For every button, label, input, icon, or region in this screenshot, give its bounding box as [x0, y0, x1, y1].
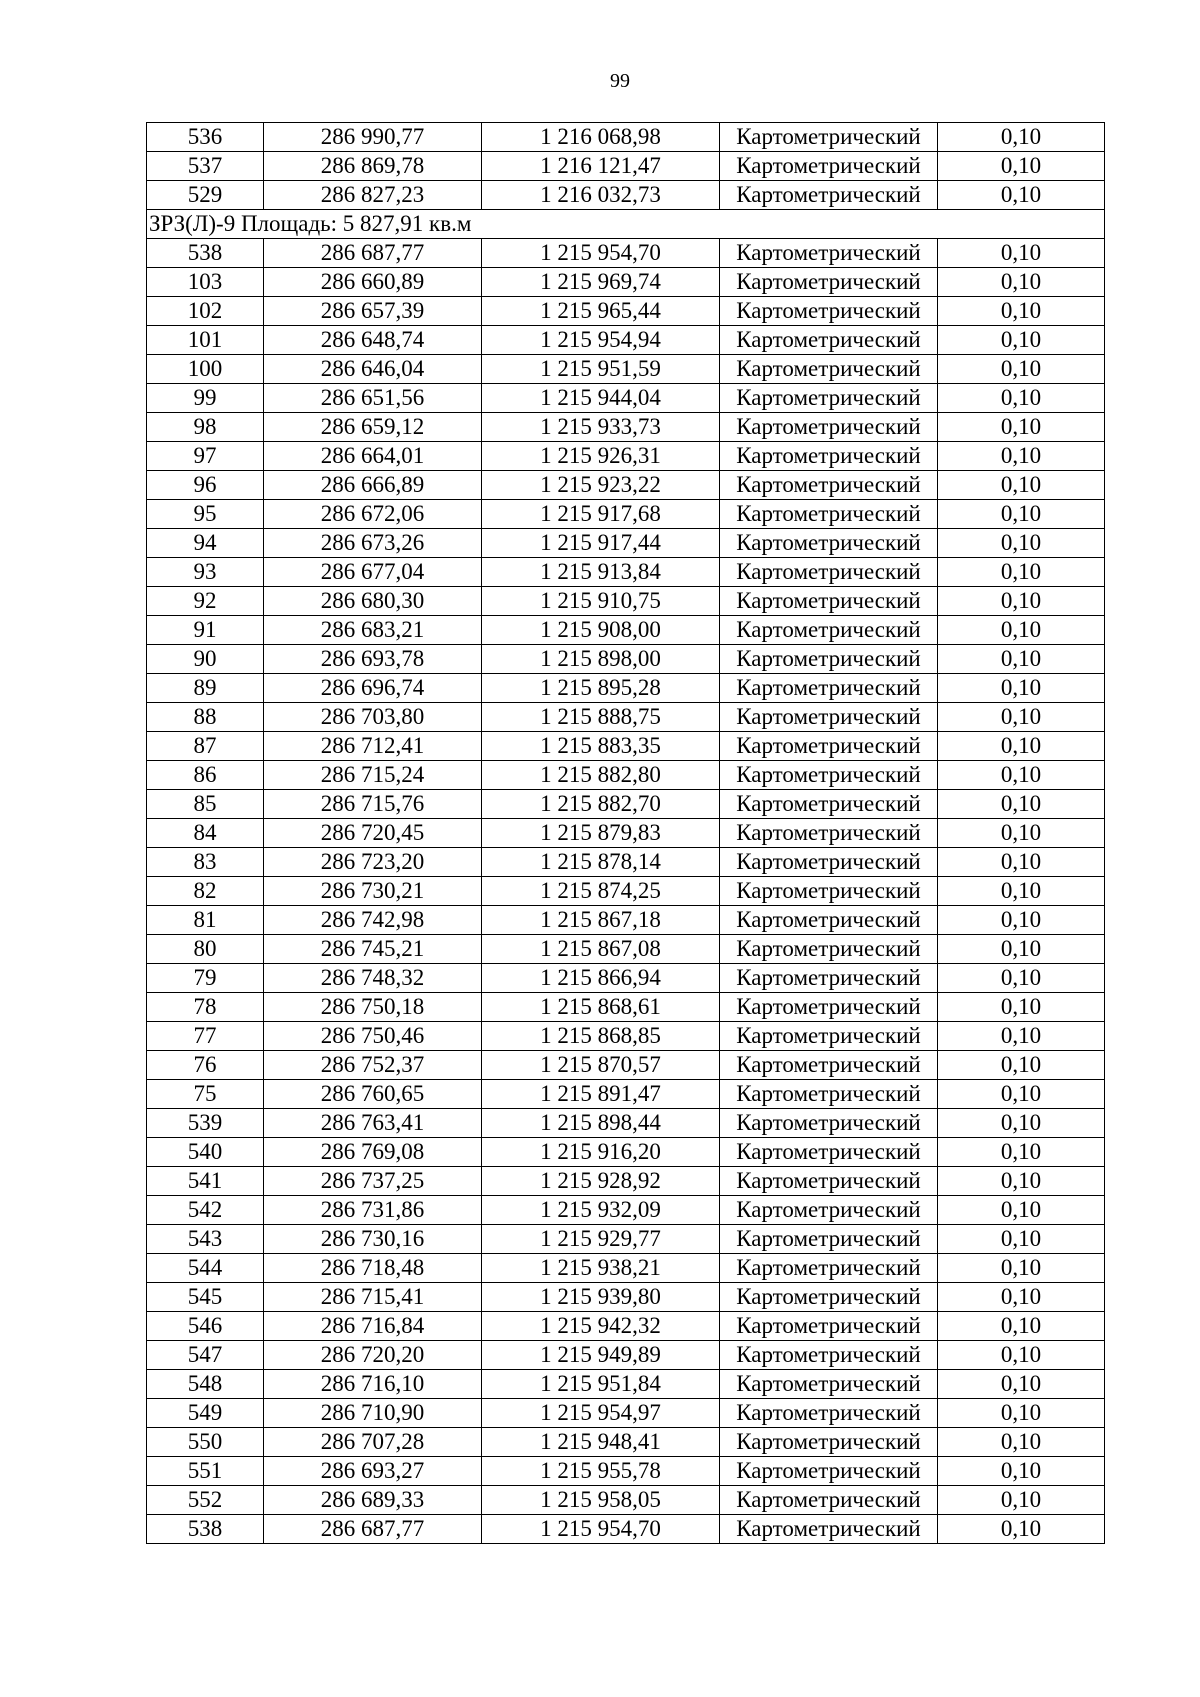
- method-cell: Картометрический: [720, 616, 938, 645]
- y-coordinate-cell: 1 215 917,68: [482, 500, 720, 529]
- point-number-cell: 541: [147, 1167, 264, 1196]
- x-coordinate-cell: 286 666,89: [264, 471, 482, 500]
- point-number-cell: 90: [147, 645, 264, 674]
- y-coordinate-cell: 1 215 942,32: [482, 1312, 720, 1341]
- table-row: [147, 1080, 1105, 1109]
- x-coordinate-cell: 286 696,74: [264, 674, 482, 703]
- y-coordinate-cell: 1 215 883,35: [482, 732, 720, 761]
- y-coordinate-cell: 1 215 938,21: [482, 1254, 720, 1283]
- section-header-row: [147, 210, 1105, 239]
- x-coordinate-cell: 286 683,21: [264, 616, 482, 645]
- x-coordinate-cell: 286 730,21: [264, 877, 482, 906]
- table-row: [147, 1022, 1105, 1051]
- coordinates-table: [146, 122, 1105, 1544]
- table-row: [147, 790, 1105, 819]
- table-row: [147, 1428, 1105, 1457]
- point-number-cell: 540: [147, 1138, 264, 1167]
- table-row: [147, 703, 1105, 732]
- point-number-cell: 86: [147, 761, 264, 790]
- accuracy-cell: 0,10: [938, 1515, 1105, 1544]
- x-coordinate-cell: 286 723,20: [264, 848, 482, 877]
- y-coordinate-cell: 1 215 926,31: [482, 442, 720, 471]
- point-number-cell: 94: [147, 529, 264, 558]
- point-number-cell: 536: [147, 123, 264, 152]
- point-number-cell: 538: [147, 239, 264, 268]
- table-row: [147, 181, 1105, 210]
- point-number-cell: 550: [147, 1428, 264, 1457]
- point-number-cell: 549: [147, 1399, 264, 1428]
- method-cell: Картометрический: [720, 268, 938, 297]
- table-row: [147, 993, 1105, 1022]
- table-row: [147, 964, 1105, 993]
- accuracy-cell: 0,10: [938, 442, 1105, 471]
- method-cell: Картометрический: [720, 1254, 938, 1283]
- y-coordinate-cell: 1 215 954,97: [482, 1399, 720, 1428]
- table-row: [147, 616, 1105, 645]
- x-coordinate-cell: 286 710,90: [264, 1399, 482, 1428]
- accuracy-cell: 0,10: [938, 471, 1105, 500]
- y-coordinate-cell: 1 215 867,18: [482, 906, 720, 935]
- y-coordinate-cell: 1 215 913,84: [482, 558, 720, 587]
- method-cell: Картометрический: [720, 819, 938, 848]
- accuracy-cell: 0,10: [938, 1196, 1105, 1225]
- point-number-cell: 89: [147, 674, 264, 703]
- point-number-cell: 539: [147, 1109, 264, 1138]
- accuracy-cell: 0,10: [938, 993, 1105, 1022]
- x-coordinate-cell: 286 730,16: [264, 1225, 482, 1254]
- accuracy-cell: 0,10: [938, 1312, 1105, 1341]
- y-coordinate-cell: 1 215 928,92: [482, 1167, 720, 1196]
- coordinates-table-body: [147, 123, 1105, 1544]
- method-cell: Картометрический: [720, 471, 938, 500]
- method-cell: Картометрический: [720, 123, 938, 152]
- point-number-cell: 82: [147, 877, 264, 906]
- accuracy-cell: 0,10: [938, 1457, 1105, 1486]
- y-coordinate-cell: 1 215 948,41: [482, 1428, 720, 1457]
- point-number-cell: 538: [147, 1515, 264, 1544]
- table-row: [147, 268, 1105, 297]
- method-cell: Картометрический: [720, 906, 938, 935]
- method-cell: Картометрический: [720, 1051, 938, 1080]
- point-number-cell: 79: [147, 964, 264, 993]
- point-number-cell: 97: [147, 442, 264, 471]
- accuracy-cell: 0,10: [938, 1138, 1105, 1167]
- table-row: [147, 1515, 1105, 1544]
- page-number: 99: [610, 70, 630, 92]
- y-coordinate-cell: 1 215 969,74: [482, 268, 720, 297]
- x-coordinate-cell: 286 657,39: [264, 297, 482, 326]
- x-coordinate-cell: 286 748,32: [264, 964, 482, 993]
- method-cell: Картометрический: [720, 1515, 938, 1544]
- point-number-cell: 92: [147, 587, 264, 616]
- accuracy-cell: 0,10: [938, 703, 1105, 732]
- method-cell: Картометрический: [720, 326, 938, 355]
- method-cell: Картометрический: [720, 964, 938, 993]
- y-coordinate-cell: 1 215 951,84: [482, 1370, 720, 1399]
- x-coordinate-cell: 286 703,80: [264, 703, 482, 732]
- table-row: [147, 732, 1105, 761]
- point-number-cell: 537: [147, 152, 264, 181]
- method-cell: Картометрический: [720, 993, 938, 1022]
- accuracy-cell: 0,10: [938, 413, 1105, 442]
- accuracy-cell: 0,10: [938, 819, 1105, 848]
- x-coordinate-cell: 286 869,78: [264, 152, 482, 181]
- x-coordinate-cell: 286 646,04: [264, 355, 482, 384]
- x-coordinate-cell: 286 745,21: [264, 935, 482, 964]
- table-row: [147, 384, 1105, 413]
- y-coordinate-cell: 1 216 032,73: [482, 181, 720, 210]
- point-number-cell: 547: [147, 1341, 264, 1370]
- accuracy-cell: 0,10: [938, 1022, 1105, 1051]
- y-coordinate-cell: 1 215 888,75: [482, 703, 720, 732]
- table-row: [147, 1283, 1105, 1312]
- point-number-cell: 83: [147, 848, 264, 877]
- y-coordinate-cell: 1 215 898,00: [482, 645, 720, 674]
- y-coordinate-cell: 1 215 949,89: [482, 1341, 720, 1370]
- point-number-cell: 98: [147, 413, 264, 442]
- table-row: [147, 674, 1105, 703]
- table-row: [147, 645, 1105, 674]
- point-number-cell: 545: [147, 1283, 264, 1312]
- x-coordinate-cell: 286 712,41: [264, 732, 482, 761]
- point-number-cell: 544: [147, 1254, 264, 1283]
- accuracy-cell: 0,10: [938, 645, 1105, 674]
- accuracy-cell: 0,10: [938, 587, 1105, 616]
- point-number-cell: 101: [147, 326, 264, 355]
- accuracy-cell: 0,10: [938, 1254, 1105, 1283]
- table-row: [147, 587, 1105, 616]
- accuracy-cell: 0,10: [938, 500, 1105, 529]
- y-coordinate-cell: 1 215 898,44: [482, 1109, 720, 1138]
- point-number-cell: 548: [147, 1370, 264, 1399]
- method-cell: Картометрический: [720, 1341, 938, 1370]
- y-coordinate-cell: 1 215 870,57: [482, 1051, 720, 1080]
- x-coordinate-cell: 286 769,08: [264, 1138, 482, 1167]
- point-number-cell: 77: [147, 1022, 264, 1051]
- accuracy-cell: 0,10: [938, 1399, 1105, 1428]
- y-coordinate-cell: 1 215 954,70: [482, 239, 720, 268]
- method-cell: Картометрический: [720, 645, 938, 674]
- table-row: [147, 1138, 1105, 1167]
- y-coordinate-cell: 1 215 866,94: [482, 964, 720, 993]
- y-coordinate-cell: 1 215 939,80: [482, 1283, 720, 1312]
- method-cell: Картометрический: [720, 500, 938, 529]
- accuracy-cell: 0,10: [938, 529, 1105, 558]
- y-coordinate-cell: 1 215 932,09: [482, 1196, 720, 1225]
- point-number-cell: 84: [147, 819, 264, 848]
- method-cell: Картометрический: [720, 384, 938, 413]
- method-cell: Картометрический: [720, 1196, 938, 1225]
- y-coordinate-cell: 1 215 929,77: [482, 1225, 720, 1254]
- y-coordinate-cell: 1 215 965,44: [482, 297, 720, 326]
- y-coordinate-cell: 1 215 882,80: [482, 761, 720, 790]
- y-coordinate-cell: 1 215 954,70: [482, 1515, 720, 1544]
- method-cell: Картометрический: [720, 152, 938, 181]
- accuracy-cell: 0,10: [938, 1167, 1105, 1196]
- table-row: [147, 1225, 1105, 1254]
- y-coordinate-cell: 1 215 910,75: [482, 587, 720, 616]
- method-cell: Картометрический: [720, 529, 938, 558]
- x-coordinate-cell: 286 693,78: [264, 645, 482, 674]
- method-cell: Картометрический: [720, 848, 938, 877]
- y-coordinate-cell: 1 215 882,70: [482, 790, 720, 819]
- table-row: [147, 1196, 1105, 1225]
- table-row: [147, 1051, 1105, 1080]
- y-coordinate-cell: 1 215 879,83: [482, 819, 720, 848]
- point-number-cell: 75: [147, 1080, 264, 1109]
- method-cell: Картометрический: [720, 1225, 938, 1254]
- table-row: [147, 1109, 1105, 1138]
- x-coordinate-cell: 286 750,18: [264, 993, 482, 1022]
- accuracy-cell: 0,10: [938, 761, 1105, 790]
- point-number-cell: 87: [147, 732, 264, 761]
- table-row: [147, 1457, 1105, 1486]
- point-number-cell: 542: [147, 1196, 264, 1225]
- x-coordinate-cell: 286 742,98: [264, 906, 482, 935]
- point-number-cell: 95: [147, 500, 264, 529]
- method-cell: Картометрический: [720, 1370, 938, 1399]
- y-coordinate-cell: 1 215 874,25: [482, 877, 720, 906]
- method-cell: Картометрический: [720, 703, 938, 732]
- x-coordinate-cell: 286 752,37: [264, 1051, 482, 1080]
- y-coordinate-cell: 1 215 958,05: [482, 1486, 720, 1515]
- accuracy-cell: 0,10: [938, 1370, 1105, 1399]
- x-coordinate-cell: 286 648,74: [264, 326, 482, 355]
- accuracy-cell: 0,10: [938, 558, 1105, 587]
- accuracy-cell: 0,10: [938, 1283, 1105, 1312]
- accuracy-cell: 0,10: [938, 935, 1105, 964]
- table-row: [147, 1370, 1105, 1399]
- method-cell: Картометрический: [720, 442, 938, 471]
- table-row: [147, 239, 1105, 268]
- point-number-cell: 88: [147, 703, 264, 732]
- accuracy-cell: 0,10: [938, 297, 1105, 326]
- table-row: [147, 1486, 1105, 1515]
- y-coordinate-cell: 1 215 954,94: [482, 326, 720, 355]
- table-row: [147, 152, 1105, 181]
- y-coordinate-cell: 1 215 944,04: [482, 384, 720, 413]
- table-row: [147, 413, 1105, 442]
- y-coordinate-cell: 1 215 868,61: [482, 993, 720, 1022]
- y-coordinate-cell: 1 215 933,73: [482, 413, 720, 442]
- x-coordinate-cell: 286 664,01: [264, 442, 482, 471]
- method-cell: Картометрический: [720, 674, 938, 703]
- accuracy-cell: 0,10: [938, 1080, 1105, 1109]
- point-number-cell: 552: [147, 1486, 264, 1515]
- x-coordinate-cell: 286 731,86: [264, 1196, 482, 1225]
- section-title: ЗРЗ(Л)-9 Площадь: 5 827,91 кв.м: [147, 210, 1105, 239]
- x-coordinate-cell: 286 693,27: [264, 1457, 482, 1486]
- point-number-cell: 551: [147, 1457, 264, 1486]
- point-number-cell: 85: [147, 790, 264, 819]
- x-coordinate-cell: 286 720,45: [264, 819, 482, 848]
- method-cell: Картометрический: [720, 239, 938, 268]
- method-cell: Картометрический: [720, 1428, 938, 1457]
- accuracy-cell: 0,10: [938, 616, 1105, 645]
- x-coordinate-cell: 286 750,46: [264, 1022, 482, 1051]
- x-coordinate-cell: 286 715,24: [264, 761, 482, 790]
- table-row: [147, 1254, 1105, 1283]
- x-coordinate-cell: 286 720,20: [264, 1341, 482, 1370]
- accuracy-cell: 0,10: [938, 790, 1105, 819]
- method-cell: Картометрический: [720, 1312, 938, 1341]
- x-coordinate-cell: 286 677,04: [264, 558, 482, 587]
- table-row: [147, 848, 1105, 877]
- x-coordinate-cell: 286 687,77: [264, 1515, 482, 1544]
- method-cell: Картометрический: [720, 732, 938, 761]
- accuracy-cell: 0,10: [938, 674, 1105, 703]
- table-row: [147, 558, 1105, 587]
- table-row: [147, 819, 1105, 848]
- accuracy-cell: 0,10: [938, 1428, 1105, 1457]
- table-row: [147, 877, 1105, 906]
- x-coordinate-cell: 286 760,65: [264, 1080, 482, 1109]
- y-coordinate-cell: 1 215 955,78: [482, 1457, 720, 1486]
- accuracy-cell: 0,10: [938, 906, 1105, 935]
- accuracy-cell: 0,10: [938, 732, 1105, 761]
- method-cell: Картометрический: [720, 1109, 938, 1138]
- table-row: [147, 1399, 1105, 1428]
- method-cell: Картометрический: [720, 1080, 938, 1109]
- accuracy-cell: 0,10: [938, 239, 1105, 268]
- y-coordinate-cell: 1 215 868,85: [482, 1022, 720, 1051]
- point-number-cell: 103: [147, 268, 264, 297]
- point-number-cell: 80: [147, 935, 264, 964]
- x-coordinate-cell: 286 718,48: [264, 1254, 482, 1283]
- accuracy-cell: 0,10: [938, 1486, 1105, 1515]
- accuracy-cell: 0,10: [938, 326, 1105, 355]
- x-coordinate-cell: 286 680,30: [264, 587, 482, 616]
- point-number-cell: 78: [147, 993, 264, 1022]
- point-number-cell: 543: [147, 1225, 264, 1254]
- method-cell: Картометрический: [720, 1167, 938, 1196]
- method-cell: Картометрический: [720, 1283, 938, 1312]
- method-cell: Картометрический: [720, 877, 938, 906]
- x-coordinate-cell: 286 651,56: [264, 384, 482, 413]
- accuracy-cell: 0,10: [938, 1341, 1105, 1370]
- method-cell: Картометрический: [720, 355, 938, 384]
- point-number-cell: 99: [147, 384, 264, 413]
- table-row: [147, 529, 1105, 558]
- table-row: [147, 471, 1105, 500]
- y-coordinate-cell: 1 215 917,44: [482, 529, 720, 558]
- x-coordinate-cell: 286 673,26: [264, 529, 482, 558]
- table-row: [147, 935, 1105, 964]
- method-cell: Картометрический: [720, 761, 938, 790]
- table-row: [147, 1312, 1105, 1341]
- method-cell: Картометрический: [720, 413, 938, 442]
- x-coordinate-cell: 286 737,25: [264, 1167, 482, 1196]
- accuracy-cell: 0,10: [938, 964, 1105, 993]
- accuracy-cell: 0,10: [938, 877, 1105, 906]
- x-coordinate-cell: 286 990,77: [264, 123, 482, 152]
- y-coordinate-cell: 1 215 916,20: [482, 1138, 720, 1167]
- method-cell: Картометрический: [720, 1399, 938, 1428]
- y-coordinate-cell: 1 215 878,14: [482, 848, 720, 877]
- point-number-cell: 76: [147, 1051, 264, 1080]
- accuracy-cell: 0,10: [938, 1225, 1105, 1254]
- accuracy-cell: 0,10: [938, 1051, 1105, 1080]
- point-number-cell: 102: [147, 297, 264, 326]
- x-coordinate-cell: 286 827,23: [264, 181, 482, 210]
- table-row: [147, 500, 1105, 529]
- x-coordinate-cell: 286 660,89: [264, 268, 482, 297]
- table-row: [147, 326, 1105, 355]
- accuracy-cell: 0,10: [938, 181, 1105, 210]
- y-coordinate-cell: 1 216 068,98: [482, 123, 720, 152]
- method-cell: Картометрический: [720, 790, 938, 819]
- method-cell: Картометрический: [720, 1138, 938, 1167]
- point-number-cell: 91: [147, 616, 264, 645]
- y-coordinate-cell: 1 216 121,47: [482, 152, 720, 181]
- accuracy-cell: 0,10: [938, 1109, 1105, 1138]
- method-cell: Картометрический: [720, 1457, 938, 1486]
- method-cell: Картометрический: [720, 558, 938, 587]
- table-row: [147, 297, 1105, 326]
- accuracy-cell: 0,10: [938, 123, 1105, 152]
- method-cell: Картометрический: [720, 587, 938, 616]
- y-coordinate-cell: 1 215 891,47: [482, 1080, 720, 1109]
- table-row: [147, 1167, 1105, 1196]
- point-number-cell: 546: [147, 1312, 264, 1341]
- x-coordinate-cell: 286 707,28: [264, 1428, 482, 1457]
- accuracy-cell: 0,10: [938, 268, 1105, 297]
- y-coordinate-cell: 1 215 951,59: [482, 355, 720, 384]
- x-coordinate-cell: 286 715,41: [264, 1283, 482, 1312]
- method-cell: Картометрический: [720, 181, 938, 210]
- x-coordinate-cell: 286 763,41: [264, 1109, 482, 1138]
- accuracy-cell: 0,10: [938, 355, 1105, 384]
- table-row: [147, 123, 1105, 152]
- y-coordinate-cell: 1 215 908,00: [482, 616, 720, 645]
- x-coordinate-cell: 286 672,06: [264, 500, 482, 529]
- accuracy-cell: 0,10: [938, 384, 1105, 413]
- point-number-cell: 96: [147, 471, 264, 500]
- method-cell: Картометрический: [720, 935, 938, 964]
- x-coordinate-cell: 286 659,12: [264, 413, 482, 442]
- x-coordinate-cell: 286 687,77: [264, 239, 482, 268]
- y-coordinate-cell: 1 215 867,08: [482, 935, 720, 964]
- x-coordinate-cell: 286 716,10: [264, 1370, 482, 1399]
- table-row: [147, 442, 1105, 471]
- method-cell: Картометрический: [720, 1486, 938, 1515]
- method-cell: Картометрический: [720, 297, 938, 326]
- table-row: [147, 906, 1105, 935]
- accuracy-cell: 0,10: [938, 848, 1105, 877]
- point-number-cell: 100: [147, 355, 264, 384]
- y-coordinate-cell: 1 215 895,28: [482, 674, 720, 703]
- table-row: [147, 355, 1105, 384]
- accuracy-cell: 0,10: [938, 152, 1105, 181]
- y-coordinate-cell: 1 215 923,22: [482, 471, 720, 500]
- point-number-cell: 529: [147, 181, 264, 210]
- method-cell: Картометрический: [720, 1022, 938, 1051]
- point-number-cell: 93: [147, 558, 264, 587]
- table-row: [147, 1341, 1105, 1370]
- x-coordinate-cell: 286 716,84: [264, 1312, 482, 1341]
- x-coordinate-cell: 286 689,33: [264, 1486, 482, 1515]
- point-number-cell: 81: [147, 906, 264, 935]
- table-row: [147, 761, 1105, 790]
- x-coordinate-cell: 286 715,76: [264, 790, 482, 819]
